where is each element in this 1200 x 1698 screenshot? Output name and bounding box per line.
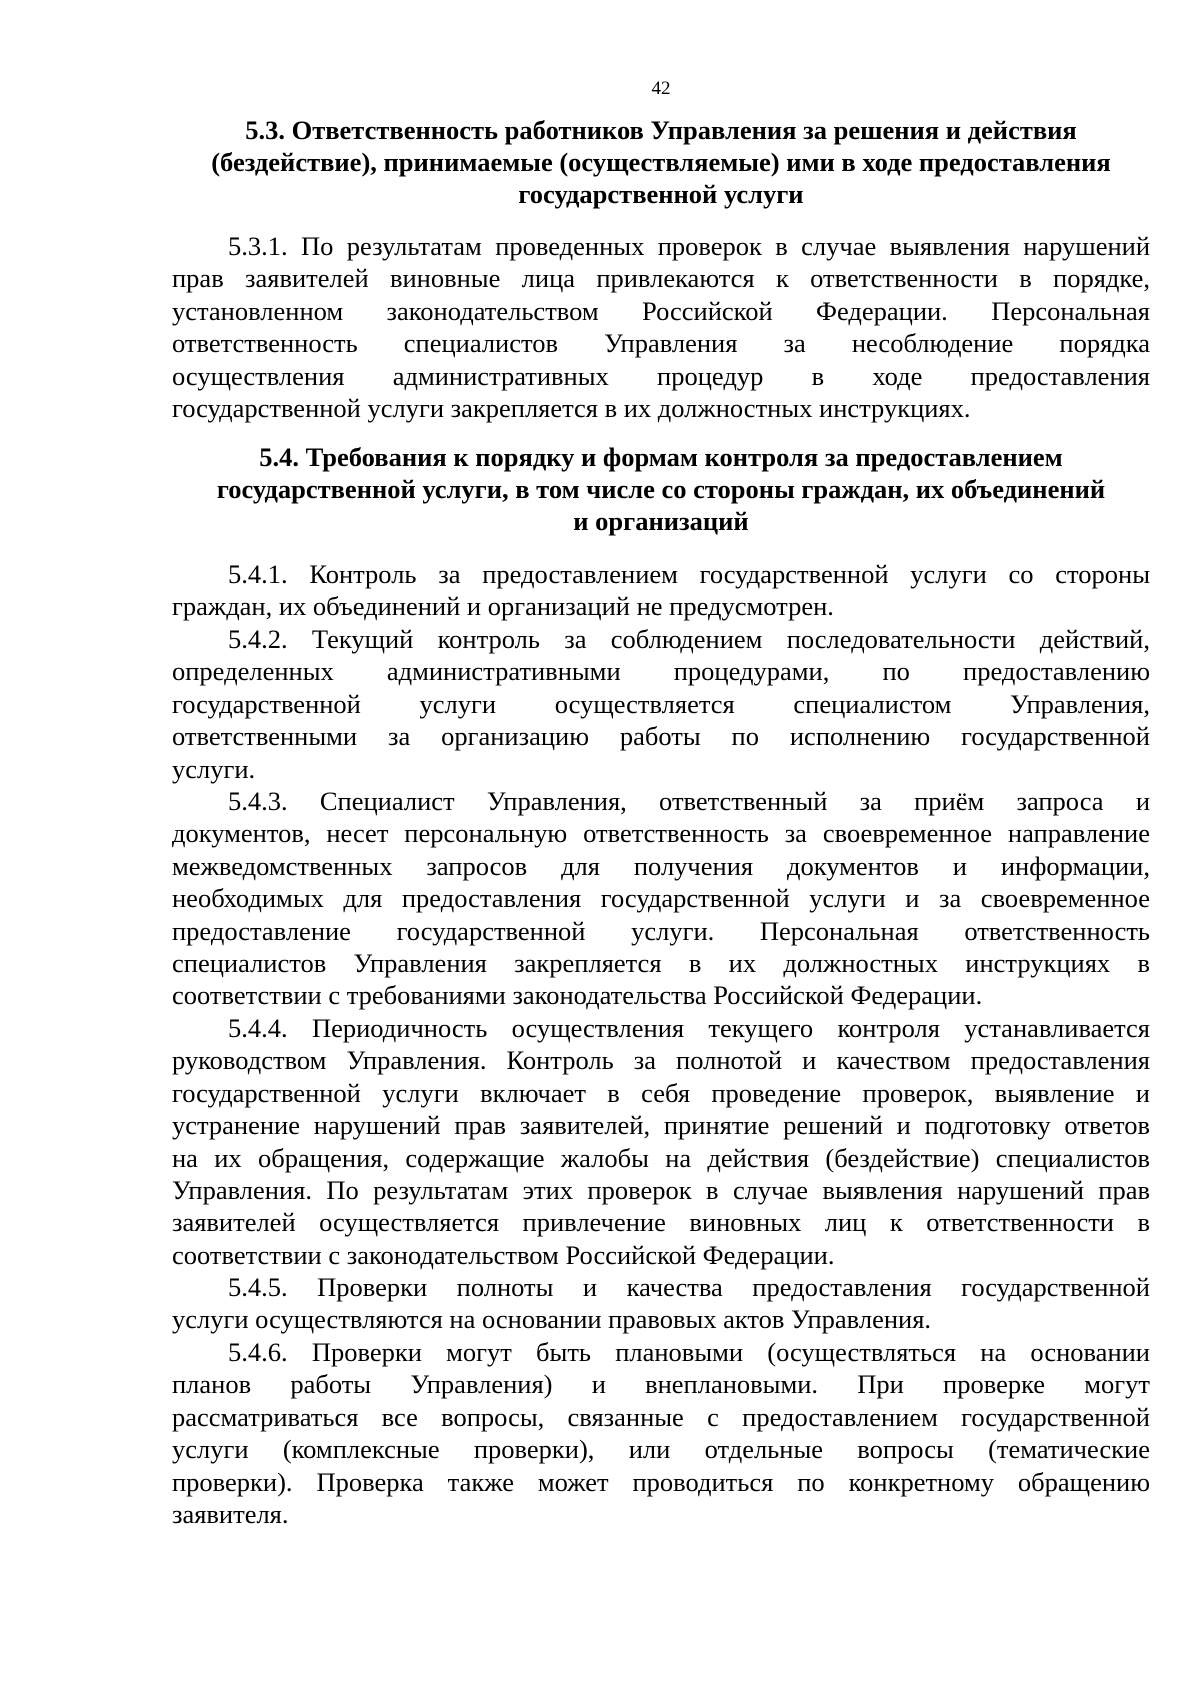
text-line: определенных административными процедурами, по предоставлению [172,656,1150,687]
heading-line: государственной услуги, в том числе со стороны граждан, их объединений [216,474,1106,504]
text-line: 5.4.3. Специалист Управления, ответственный за приём запроса и [228,786,1150,816]
text-line: услуги. [172,753,256,784]
page-number: 42 [651,78,671,99]
heading-line: (бездействие), принимаемые (осуществляемые) ими в ходе предоставления [211,147,1111,177]
text-line: 5.4.4. Периодичность осуществления текущего контроля устанавливается [228,1013,1150,1043]
text-line: руководством Управления. Контроль за полнотой и качеством предоставления [172,1045,1150,1076]
text-line: 5.4.5. Проверки полноты и качества предоставления государственной [228,1272,1150,1302]
text-line: планов работы Управления) и внеплановыми. При проверке могут [172,1369,1150,1400]
text-line: соответствии с требованиями законодательства Российской Федерации. [172,980,983,1011]
text-line: соответствии с законодательством Российской Федерации. [172,1239,835,1270]
text-line: прав заявителей виновные лица привлекаются к ответственности в порядке, [172,263,1150,294]
heading-line: 5.3. Ответственность работников Управления за решения и действия [245,115,1077,145]
text-line: необходимых для предоставления государственной услуги и за своевременное [172,883,1150,914]
paragraph-5-4-4 [172,1012,1150,1271]
text-line: проверки). Проверка также может проводиться по конкретному обращению [172,1466,1150,1497]
text-line: рассматриваться все вопросы, связанные с предоставлением государственной [172,1401,1150,1432]
paragraph-5-4-3 [172,785,1150,1012]
text-line: осуществления административных процедур в ходе предоставления [172,360,1150,391]
text-line: заявителя. [172,1498,289,1529]
paragraph-5-4-2 [172,623,1150,785]
paragraph-5-4-1 [172,558,1150,623]
text-line: 5.4.6. Проверки могут быть плановыми (осуществляться на основании [228,1337,1150,1367]
document-page [172,0,1150,1698]
paragraph-5-4-6 [172,1336,1150,1530]
text-line: 5.3.1. По результатам проведенных проверок в случае выявления нарушений [228,231,1150,261]
section-5-4-heading [172,441,1150,537]
heading-line: 5.4. Требования к порядку и формам контроля за предоставлением [259,442,1063,472]
heading-line: государственной услуги [518,179,804,209]
text-line: государственной услуги включает в себя проведение проверок, выявление и [172,1077,1150,1108]
text-line: государственной услуги закрепляется в их должностных инструкциях. [172,392,971,423]
paragraph-5-4-5 [172,1271,1150,1336]
text-line: специалистов Управления закрепляется в их должностных инструкциях в [172,947,1150,978]
text-line: Управления. По результатам этих проверок в случае выявления нарушений прав [172,1174,1150,1205]
section-5-3-heading [172,114,1150,210]
text-line: на их обращения, содержащие жалобы на действия (бездействие) специалистов [172,1142,1150,1173]
text-line: установленном законодательством Российской Федерации. Персональная [172,295,1150,326]
text-line: 5.4.1. Контроль за предоставлением государственной услуги со стороны [228,559,1150,589]
text-line: межведомственных запросов для получения документов и информации, [172,850,1150,881]
text-line: предоставление государственной услуги. Персональная ответственность [172,915,1150,946]
text-line: услуги (комплексные проверки), или отдельные вопросы (тематические [172,1434,1150,1465]
text-line: заявителей осуществляется привлечение виновных лиц к ответственности в [172,1207,1150,1238]
text-line: документов, несет персональную ответственность за своевременное направление [172,818,1150,849]
text-line: услуги осуществляются на основании правовых актов Управления. [172,1304,932,1335]
text-line: ответственными за организацию работы по исполнению государственной [172,721,1150,752]
text-line: устранение нарушений прав заявителей, принятие решений и подготовку ответов [172,1110,1150,1141]
text-line: граждан, их объединений и организаций не предусмотрен. [172,591,834,622]
paragraph-5-3-1 [172,230,1150,424]
heading-line: и организаций [573,506,749,536]
text-line: 5.4.2. Текущий контроль за соблюдением последовательности действий, [228,624,1150,654]
text-line: государственной услуги осуществляется специалистом Управления, [172,688,1150,719]
text-line: ответственность специалистов Управления за несоблюдение порядка [172,328,1150,359]
